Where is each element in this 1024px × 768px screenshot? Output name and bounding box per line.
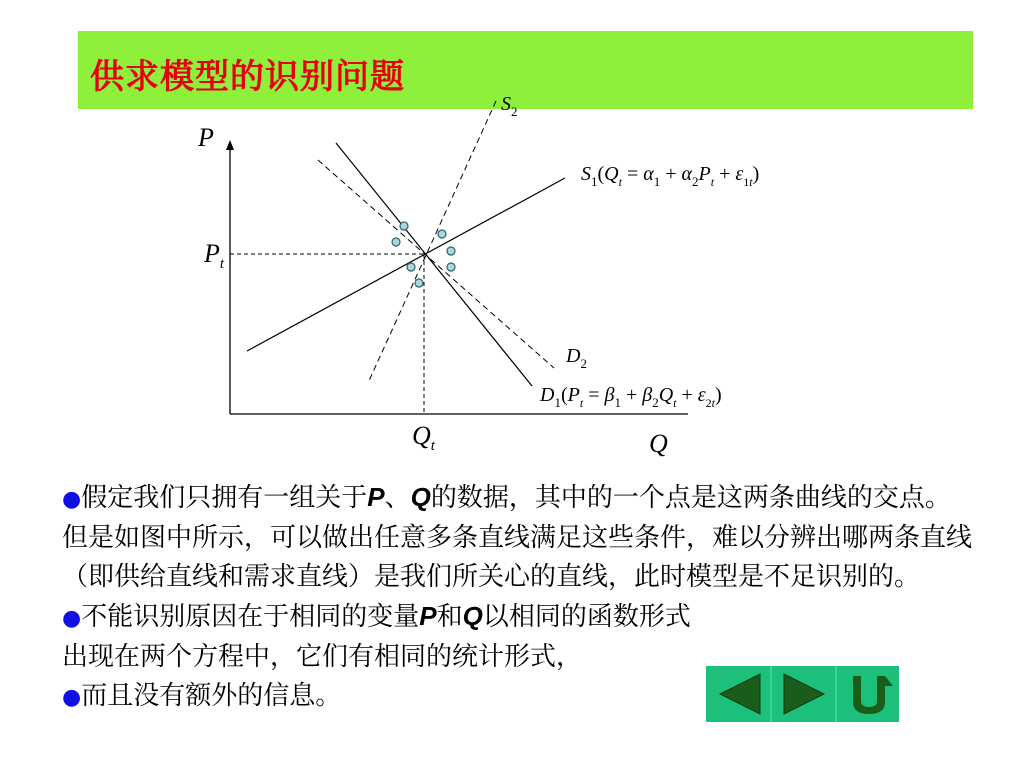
d1-line (336, 143, 532, 386)
paragraph-2: ●不能识别原因在于相同的变量P和Q以相同的函数形式出现在两个方程中，它们有相同的统计形式， (62, 601, 691, 672)
data-point (447, 247, 455, 255)
next-arrow-icon (772, 666, 836, 722)
s2-label: $S_2$ (501, 93, 518, 119)
prev-button[interactable] (706, 666, 770, 722)
next-button[interactable] (770, 666, 836, 722)
return-button[interactable] (835, 666, 901, 722)
pt-label: $P_t$ (204, 239, 225, 272)
d2-label: $D_2$ (566, 345, 587, 371)
s1-line (247, 178, 565, 351)
data-point (415, 279, 423, 287)
data-point (407, 263, 415, 271)
d1-equation: $D_1(P_t = \beta_1 + \beta_2Q_t + \varepsilon_2t)$ (540, 384, 722, 410)
bullet-icon: ● (62, 606, 82, 631)
d2-line (318, 160, 554, 368)
paragraph-3: ●而且没有额外的信息。 (62, 681, 342, 711)
s2-line (368, 101, 496, 383)
q-axis-label: Q (649, 429, 668, 458)
bullet-icon: ● (62, 487, 82, 512)
navigation-bar (706, 666, 899, 722)
data-point (447, 263, 455, 271)
prev-arrow-icon (706, 666, 770, 722)
s1-equation: $S_1(Q_t = \alpha_1 + \alpha_2P_t + \varepsilon_1t)$ (581, 163, 760, 189)
p-axis-arrow (226, 140, 234, 150)
p-axis-label: P (198, 123, 214, 152)
paragraph-1: ●假定我们只拥有一组关于P、Q的数据，其中的一个点是这两条曲线的交点。但是如图中所示，可以做出任意多条直线满足这些条件，难以分辨出哪两条直线（即供给直线和需求直线）是我们所关心的直线，此时模型是不足识别的。 (62, 482, 973, 592)
qt-label: $Q_t$ (412, 421, 435, 454)
data-point (438, 230, 446, 238)
return-u-icon (837, 666, 901, 722)
data-point (392, 238, 400, 246)
bullet-icon: ● (62, 685, 82, 710)
data-point (400, 222, 408, 230)
slide-title: 供求模型的识别问题 (90, 57, 405, 97)
